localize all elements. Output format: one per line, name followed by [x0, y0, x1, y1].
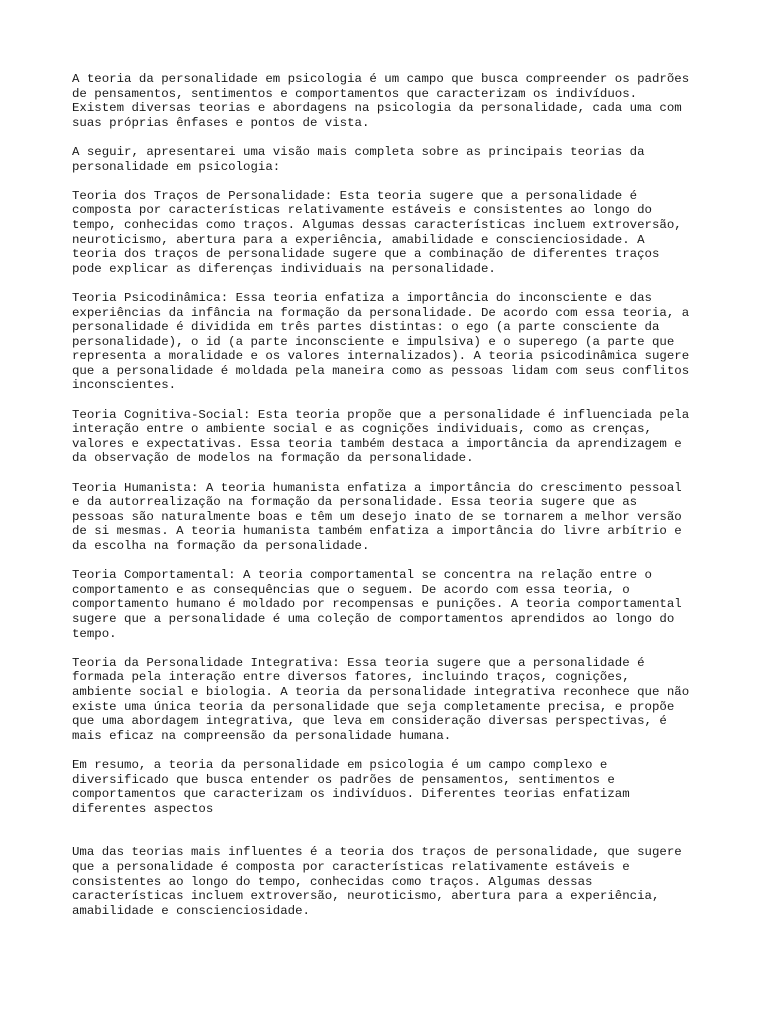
paragraph-intro: A teoria da personalidade em psicologia é um campo que busca compreender os padrões de pensamentos, sentimentos e comportamentos que caracterizam os indivíduos. Existem diversas teorias e abordagens na psicologia da personalidade, cada uma com suas próprias ênfases e pontos de vista.: [72, 72, 690, 130]
paragraph-integrative-theory: Teoria da Personalidade Integrativa: Essa teoria sugere que a personalidade é formada pela interação entre diversos fatores, incluindo traços, cognições, ambiente social e biologia. A teoria da personalidade integrativa reconhece que não existe uma única teoria da personalidade que seja completamente precisa, e propõe que uma abordagem integrativa, que leva em consideração diversas perspectivas, é mais eficaz na compreensão da personalidade humana.: [72, 655, 690, 743]
paragraph-psychodynamic-theory: Teoria Psicodinâmica: Essa teoria enfatiza a importância do inconsciente e das experiências da infância na formação da personalidade. De acordo com essa teoria, a personalidade é dividida em três partes distintas: o ego (a parte consciente da personalidade), o id (a parte inconsciente e impulsiva) e o superego (a parte que representa a moralidade e os valores internalizados). A teoria psicodinâmica sugere que a personalidade é moldada pela maneira como as pessoas lidam com seus conflitos inconscientes.: [72, 290, 690, 393]
paragraph-trait-theory: Teoria dos Traços de Personalidade: Esta teoria sugere que a personalidade é composta por características relativamente estáveis e consistentes ao longo do tempo, conhecidas como traços. Algumas dessas características incluem extroversão, neuroticismo, abertura para a experiência, amabilidade e conscienciosidade. A teoria dos traços de personalidade sugere que a combinação de diferentes traços pode explicar as diferenças individuais na personalidade.: [72, 188, 682, 276]
document-page: [72, 72, 712, 933]
paragraph-overview: A seguir, apresentarei uma visão mais completa sobre as principais teorias da personalidade em psicologia:: [72, 144, 645, 174]
paragraph-social-cognitive-theory: Teoria Cognitiva-Social: Esta teoria propõe que a personalidade é influenciada pela interação entre o ambiente social e as cognições individuais, como as crenças, valores e expectativas. Essa teoria também destaca a importância da aprendizagem e da observação de modelos na formação da personalidade.: [72, 407, 690, 466]
paragraph-summary: Em resumo, a teoria da personalidade em psicologia é um campo complexo e diversificado que busca entender os padrões de pensamentos, sentimentos e comportamentos que caracterizam os indivíduos. Diferentes teorias enfatizam diferentes aspectos: [72, 757, 630, 816]
paragraph-humanist-theory: Teoria Humanista: A teoria humanista enfatiza a importância do crescimento pessoal e da autorrealização na formação da personalidade. Essa teoria sugere que as pessoas são naturalmente boas e têm um desejo inato de se tornarem a melhor versão de si mesmas. A teoria humanista também enfatiza a importância do livre arbítrio e da escolha na formação da personalidade.: [72, 480, 682, 553]
paragraph-behavioral-theory: Teoria Comportamental: A teoria comportamental se concentra na relação entre o comportamento e as consequências que o seguem. De acordo com essa teoria, o comportamento humano é moldado por recompensas e punições. A teoria comportamental sugere que a personalidade é uma coleção de comportamentos aprendidos ao longo do tempo.: [72, 568, 682, 641]
paragraph-trait-influence: Uma das teorias mais influentes é a teoria dos traços de personalidade, que sugere que a personalidade é composta por características relativamente estáveis e consistentes ao longo do tempo, conhecidas como traços. Algumas dessas características incluem extroversão, neuroticismo, abertura para a experiência, amabilidade e conscienciosidade.: [72, 845, 682, 918]
